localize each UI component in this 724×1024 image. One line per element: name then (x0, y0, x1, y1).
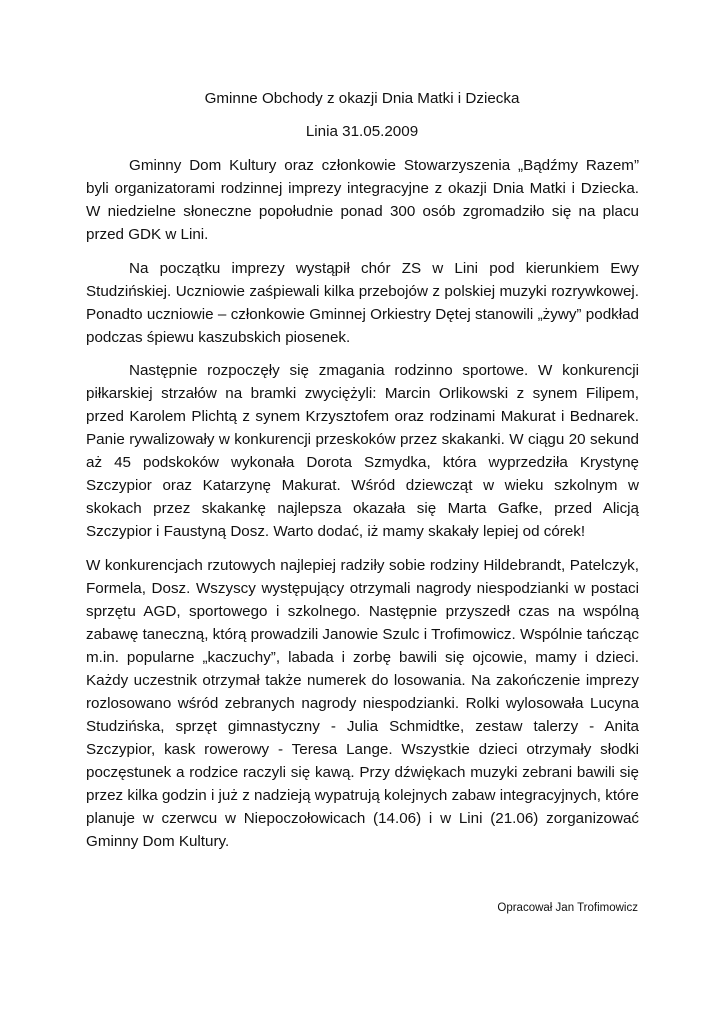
document-title: Gminne Obchody z okazji Dnia Matki i Dziecka (204, 90, 520, 107)
paragraph-1: Gminny Dom Kultury oraz członkowie Stowarzyszenia „Bądźmy Razem” byli organizatorami rodzinnej imprezy integracyjne z okazji Dnia Matki i Dziecka. W niedzielne słoneczne popołudnie ponad 300 osób zgromadziło się na placu przed GDK w Lini. (86, 157, 639, 243)
author-signature: Opracował Jan Trofimowicz (497, 902, 638, 914)
place-date: Linia 31.05.2009 (305, 123, 419, 140)
paragraph-4: W konkurencjach rzutowych najlepiej radziły sobie rodziny Hildebrandt, Patelczyk, Formela, Dosz. Wszyscy występujący otrzymali nagrody niespodzianki w postaci sprzętu AGD, sportowego i szkolnego. Następnie przyszedł czas na wspólną zabawę taneczną, którą prowadzili Janowie Szulc i Trofimowicz. Wspólnie tańcząc m.in. popularne „kaczuchy”, labada i zorbę bawili się ojcowie, mamy i dzieci. Każdy uczestnik otrzymał także numerek do losowania. Na zakończenie imprezy rozlosowano wśród zebranych nagrody niespodzianki. Rolki wylosowała Lucyna Studzińska, sprzęt gimnastyczny - Julia Schmidtke, zestaw talerzy - Anita Szczypior, kask rowerowy - Teresa Lange. Wszystkie dzieci otrzymały słodki poczęstunek a rodzice raczyli się kawą. Przy dźwiękach muzyki zebrani bawili się przez kilka godzin i już z nadzieją wypatrują kolejnych zabaw integracyjnych, które planuje w czerwcu w Niepoczołowicach (14.06) i w Lini (21.06) zorganizować Gminny Dom Kultury. (86, 556, 639, 850)
document-body (86, 154, 639, 863)
paragraph-3: Następnie rozpoczęły się zmagania rodzinno sportowe. W konkurencji piłkarskiej strzałów na bramki zwyciężyli: Marcin Orlikowski z synem Filipem, przed Karolem Plichtą z synem Krzysztofem oraz rodzinami Makurat i Bednarek. Panie rywalizowały w konkurencji przeskoków przez skakanki. W ciągu 20 sekund aż 45 podskoków wykonała Dorota Szmydka, która wyprzedziła Krystynę Szczypior oraz Katarzynę Makurat. Wśród dziewcząt w wieku szkolnym w skokach przez skakankę najlepsza okazała się Marta Gafke, przed Alicją Szczypior i Faustyną Dosz. Warto dodać, iż mamy skakały lepiej od córek! (86, 362, 639, 540)
paragraph-2: Na początku imprezy wystąpił chór ZS w Lini pod kierunkiem Ewy Studzińskiej. Uczniowie zaśpiewali kilka przebojów z polskiej muzyki rozrywkowej. Ponadto uczniowie – członkowie Gminnej Orkiestry Dętej stanowili „żywy” podkład podczas śpiewu kaszubskich piosenek. (86, 259, 639, 346)
